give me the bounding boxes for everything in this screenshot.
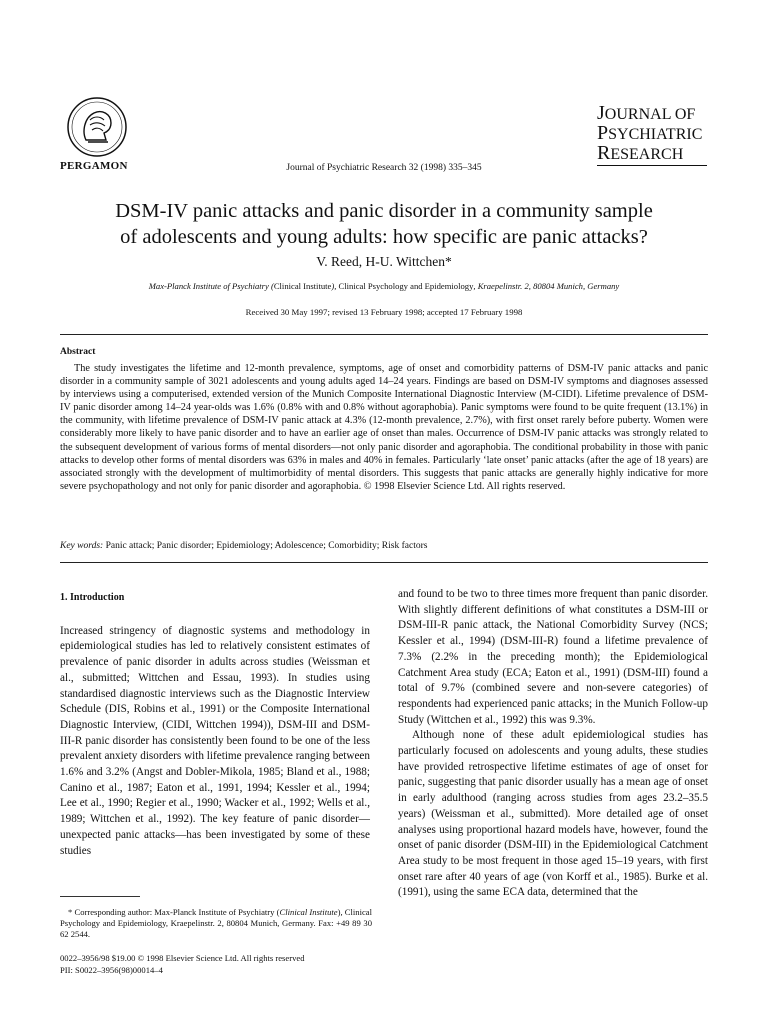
abstract-bottom-rule — [60, 562, 708, 563]
publisher-name: PERGAMON — [60, 160, 128, 172]
received-dates: Received 30 May 1997; revised 13 February 1998; accepted 17 February 1998 — [245, 307, 523, 317]
abstract-text: The study investigates the lifetime and 12-month prevalence, symptoms, age of onset and comorbidity patterns of DSM-IV panic attacks and panic disorder in a community sample of 3021 adolescents and young adults aged 14–24 years. Findings are based on DSM-IV symptoms and diagnoses assessed by interviews using a computerised, extended version of the Munich Composite International Diagnostic Interview (M-CIDI). Lifetime prevalence of DSM-IV panic disorder among 14–24 year-olds was 1.6% (0.8% with and 0.8% without agoraphobia). Panic symptoms were found to be quite frequent (13.1%) in the community, with lifetime prevalence of DSM-IV panic attack at 4.3% (12-month prevalence, 2.7%), with first onset rarely before puberty. Women were considerably more likely to have panic disorder and to have an earlier age of onset than males. Occurrence of DSM-IV panic attacks was strongly related to the subsequent development of various forms of mental disorders—not only panic disorder and agoraphobia. The conditional probability in those with panic attacks to develop other forms of mental disorders was 63% in males and 40% in females. Particularly ‘late onset’ panic attacks (after the age of 18 years) are associated strongly with the development of multimorbidity of mental disorders. This suggests that panic attacks are generally highly indicative for more severe psychopathology and not only for panic disorder and agoraphobia. © 1998 Elsevier Science Ltd. All rights reserved. — [60, 363, 708, 492]
paragraph: and found to be two to three times more frequent than panic disorder. With slightly different definitions of what constitutes a DSM-III or DSM-III-R panic attack, the National Comorbidity Survey (NCS; Kessler et al., 1994) (DSM-III-R) found a lifetime prevalence of 7.3% (2.2% in the preceding month); the Epidemiological Catchment Area study (ECA; Eaton et al., 1991) (DSM-III) found a total of 9.7% (combined severe and non-severe categories) of respondents had experienced panic attacks; in the Munich Follow-up Study (Wittchen et al., 1992) this was 9.3%. — [398, 588, 708, 726]
keywords: Key words: Panic attack; Panic disorder; Epidemiology; Adolescence; Comorbidity; Risk factors — [60, 541, 428, 551]
abstract-top-rule — [60, 334, 708, 335]
journal-name-block: JOURNAL OF PSYCHIATRIC RESEARCH — [597, 104, 707, 166]
abstract-heading: Abstract — [60, 347, 96, 357]
copyright-notice: 0022–3956/98 $19.00 © 1998 Elsevier Science Ltd. All rights reserved PII: S0022–3956(98)00014–4 — [60, 953, 305, 975]
journal-name-rule — [597, 165, 707, 166]
journal-citation: Journal of Psychiatric Research 32 (1998) 335–345 — [286, 163, 482, 173]
article-title: DSM-IV panic attacks and panic disorder in a community sample of adolescents and young adults: how specific are panic attacks? — [115, 200, 653, 248]
body-column-left — [60, 590, 370, 859]
section-heading-introduction: 1. Introduction — [60, 592, 125, 603]
article-authors: V. Reed, H-U. Wittchen* — [316, 254, 452, 269]
body-column-right — [398, 587, 708, 901]
corresponding-author-footnote: * Corresponding author: Max-Planck Institute of Psychiatry (Clinical Institute), Clinical Psychology and Epidemiology, Kraepelinstr. 2, 80804 Munich, Germany. Fax: +49 89 30 62 2544. — [60, 907, 372, 940]
paragraph: Although none of these adult epidemiological studies has particularly focused on adolescents and young adults, these studies have provided retrospective lifetime estimates of age of onset for panic, suggesting that panic disorder usually has a mean age of onset in early adulthood (ranging across studies from ages 23.2–35.5 years) (Weissman et al., submitted). More detailed age of onset analyses using proportional hazard models have, however, found the onset of panic disorder (DSM-III) in the Epidemiological Catchment Area study to be most frequent in those aged 15–19 years, with first onset rare after 40 years of age (von Korff et al., 1985). Burke et al. (1991), using the same ECA data, determined that the — [398, 729, 708, 899]
footnote-rule — [60, 896, 140, 897]
elsevier-tree-logo-icon — [66, 96, 128, 158]
paragraph: Increased stringency of diagnostic systems and methodology in epidemiological studies has led to relatively consistent estimates of prevalence of panic disorder in adults across studies (Weissman et al., submitted; Wittchen and Essau, 1993). In studies using standardised diagnostic interviews such as the Diagnostic Interview Schedule (DIS, Robins et al., 1991) or the Composite International Diagnostic Interview, (CIDI, Wittchen 1994)), DSM-III and DSM-III-R panic disorder has consistently been found to be one of the less prevalent anxiety disorders with lifetime prevalence ranging between 1.6% and 3.2% (Angst and Dobler-Mikola, 1985; Bland et al., 1988; Canino et al., 1987; Eaton et al., 1991, 1994; Kessler et al., 1994; Lee et al., 1990; Regier et al., 1990; Wacker et al., 1992; Wells et al., 1989; Wittchen et al., 1992). The key feature of panic disorder—unexpected panic attacks—has been investigated by some of these studies — [60, 624, 370, 857]
author-affiliation: Max-Planck Institute of Psychiatry (Clinical Institute), Clinical Psychology and Epidemiology, Kraepelinstr. 2, 80804 Munich, Germany — [148, 281, 620, 291]
